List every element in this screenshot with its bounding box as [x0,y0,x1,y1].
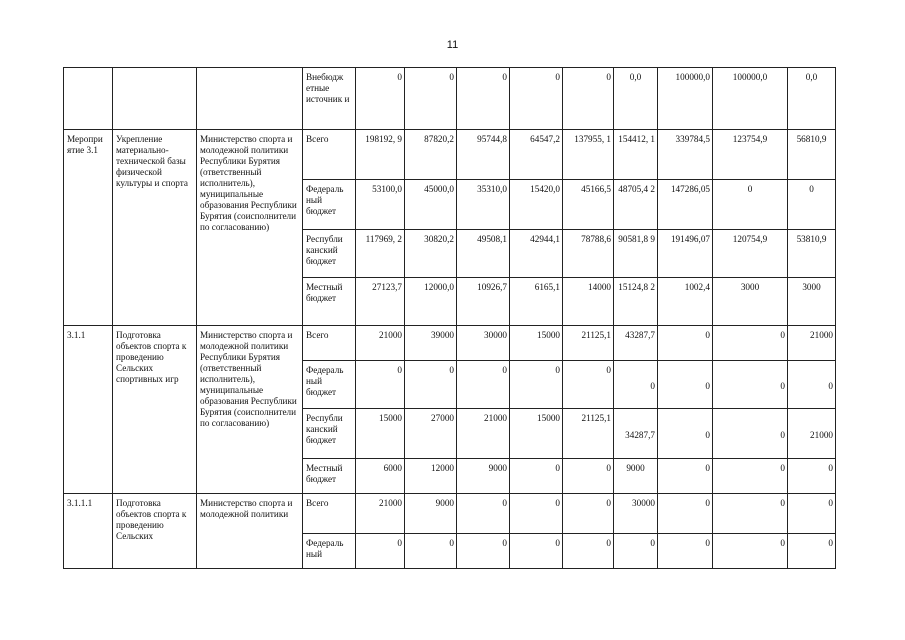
value-cell: 0 [658,409,713,459]
value-cell: 21000 [356,494,405,534]
value-cell: 12000,0 [405,278,457,326]
source-cell: Всего [303,130,356,180]
table-row [64,326,836,361]
value-cell: 0 [356,534,405,569]
name-cell: Подготовка объектов спорта к проведению Сельских [113,494,197,569]
value-cell: 0 [614,361,658,409]
value-cell: 0 [713,409,788,459]
value-cell: 53100,0 [356,180,405,230]
value-cell: 30000 [457,326,510,361]
responsible-cell [197,68,303,130]
value-cell: 56810,9 [788,130,836,180]
value-cell: 12000 [405,459,457,494]
value-cell: 0 [510,68,563,130]
value-cell: 0,0 [788,68,836,130]
value-cell: 0 [788,534,836,569]
value-cell: 0 [457,494,510,534]
value-cell: 0 [563,361,614,409]
value-cell: 10926,7 [457,278,510,326]
source-cell: Всего [303,326,356,361]
value-cell: 34287,7 [614,409,658,459]
value-cell: 100000,0 [658,68,713,130]
value-cell: 87820,2 [405,130,457,180]
budget-table [63,67,836,569]
value-cell: 0 [356,361,405,409]
value-cell: 3000 [713,278,788,326]
value-cell: 198192, 9 [356,130,405,180]
value-cell: 9000 [457,459,510,494]
value-cell: 27000 [405,409,457,459]
table-row [64,130,836,180]
value-cell: 0 [356,68,405,130]
value-cell: 21000 [356,326,405,361]
value-cell: 42944,1 [510,230,563,278]
value-cell: 3000 [788,278,836,326]
source-cell: Федераль ный бюджет [303,180,356,230]
value-cell: 0 [713,459,788,494]
value-cell: 0 [658,534,713,569]
value-cell: 15000 [510,326,563,361]
page-number: 11 [446,39,459,51]
value-cell: 100000,0 [713,68,788,130]
name-cell [113,68,197,130]
value-cell: 117969, 2 [356,230,405,278]
source-cell: Федераль ный бюджет [303,361,356,409]
value-cell: 45166,5 [563,180,614,230]
table-row [64,494,836,534]
value-cell: 9000 [405,494,457,534]
value-cell: 0 [788,494,836,534]
value-cell: 78788,6 [563,230,614,278]
value-cell: 0 [563,534,614,569]
value-cell: 120754,9 [713,230,788,278]
name-cell: Подготовка объектов спорта к проведению Сельских спортивных игр [113,326,197,494]
value-cell: 21125,1 [563,409,614,459]
value-cell: 0 [457,534,510,569]
source-cell: Местный бюджет [303,278,356,326]
value-cell: 0 [713,494,788,534]
name-cell: Укрепление материально-технической базы физической культуры и спорта [113,130,197,326]
value-cell: 0 [405,361,457,409]
value-cell: 0 [457,68,510,130]
value-cell: 0 [510,494,563,534]
value-cell: 0 [563,459,614,494]
source-cell: Местный бюджет [303,459,356,494]
value-cell: 45000,0 [405,180,457,230]
value-cell: 30820,2 [405,230,457,278]
source-cell: Республи канский бюджет [303,409,356,459]
value-cell: 64547,2 [510,130,563,180]
value-cell: 14000 [563,278,614,326]
value-cell: 0 [713,361,788,409]
code-cell: Меропри ятие 3.1 [64,130,113,326]
value-cell: 0 [658,361,713,409]
value-cell: 0 [788,361,836,409]
value-cell: 0 [405,534,457,569]
value-cell: 6000 [356,459,405,494]
value-cell: 123754,9 [713,130,788,180]
value-cell: 48705,4 2 [614,180,658,230]
value-cell: 154412, 1 [614,130,658,180]
value-cell: 0 [614,534,658,569]
value-cell: 1002,4 [658,278,713,326]
value-cell: 27123,7 [356,278,405,326]
value-cell: 21000 [788,326,836,361]
value-cell: 21000 [788,409,836,459]
value-cell: 21125,1 [563,326,614,361]
value-cell: 0 [658,494,713,534]
value-cell: 191496,07 [658,230,713,278]
value-cell: 0 [563,68,614,130]
code-cell: 3.1.1.1 [64,494,113,569]
value-cell: 0 [405,68,457,130]
source-cell: Внебюдж етные источник и [303,68,356,130]
source-cell: Республи канский бюджет [303,230,356,278]
value-cell: 0 [563,494,614,534]
table-row [64,68,836,130]
value-cell: 339784,5 [658,130,713,180]
value-cell: 15000 [356,409,405,459]
value-cell: 0 [510,361,563,409]
value-cell: 95744,8 [457,130,510,180]
value-cell: 9000 [614,459,658,494]
value-cell: 0 [510,534,563,569]
value-cell: 0 [658,326,713,361]
value-cell: 39000 [405,326,457,361]
value-cell: 0 [713,180,788,230]
source-cell: Всего [303,494,356,534]
value-cell: 90581,8 9 [614,230,658,278]
value-cell: 0 [788,180,836,230]
code-cell: 3.1.1 [64,326,113,494]
responsible-cell: Министерство спорта и молодежной политики [197,494,303,569]
value-cell: 43287,7 [614,326,658,361]
value-cell: 0 [788,459,836,494]
value-cell: 0,0 [614,68,658,130]
value-cell: 15420,0 [510,180,563,230]
responsible-cell: Министерство спорта и молодежной политики Республики Бурятия (ответственный исполнитель), муниципальные образования Республики Бурятия (соисполнители по согласованию) [197,326,303,494]
value-cell: 15000 [510,409,563,459]
value-cell: 0 [457,361,510,409]
responsible-cell: Министерство спорта и молодежной политики Республики Бурятия (ответственный исполнитель), муниципальные образования Республики Бурятия (соисполнители по согласованию) [197,130,303,326]
value-cell: 147286,05 [658,180,713,230]
value-cell: 30000 [614,494,658,534]
value-cell: 0 [713,534,788,569]
value-cell: 35310,0 [457,180,510,230]
value-cell: 6165,1 [510,278,563,326]
code-cell [64,68,113,130]
value-cell: 49508,1 [457,230,510,278]
value-cell: 15124,8 2 [614,278,658,326]
value-cell: 21000 [457,409,510,459]
value-cell: 53810,9 [788,230,836,278]
value-cell: 0 [510,459,563,494]
value-cell: 0 [713,326,788,361]
source-cell: Федераль ный [303,534,356,569]
value-cell: 0 [658,459,713,494]
value-cell: 137955, 1 [563,130,614,180]
